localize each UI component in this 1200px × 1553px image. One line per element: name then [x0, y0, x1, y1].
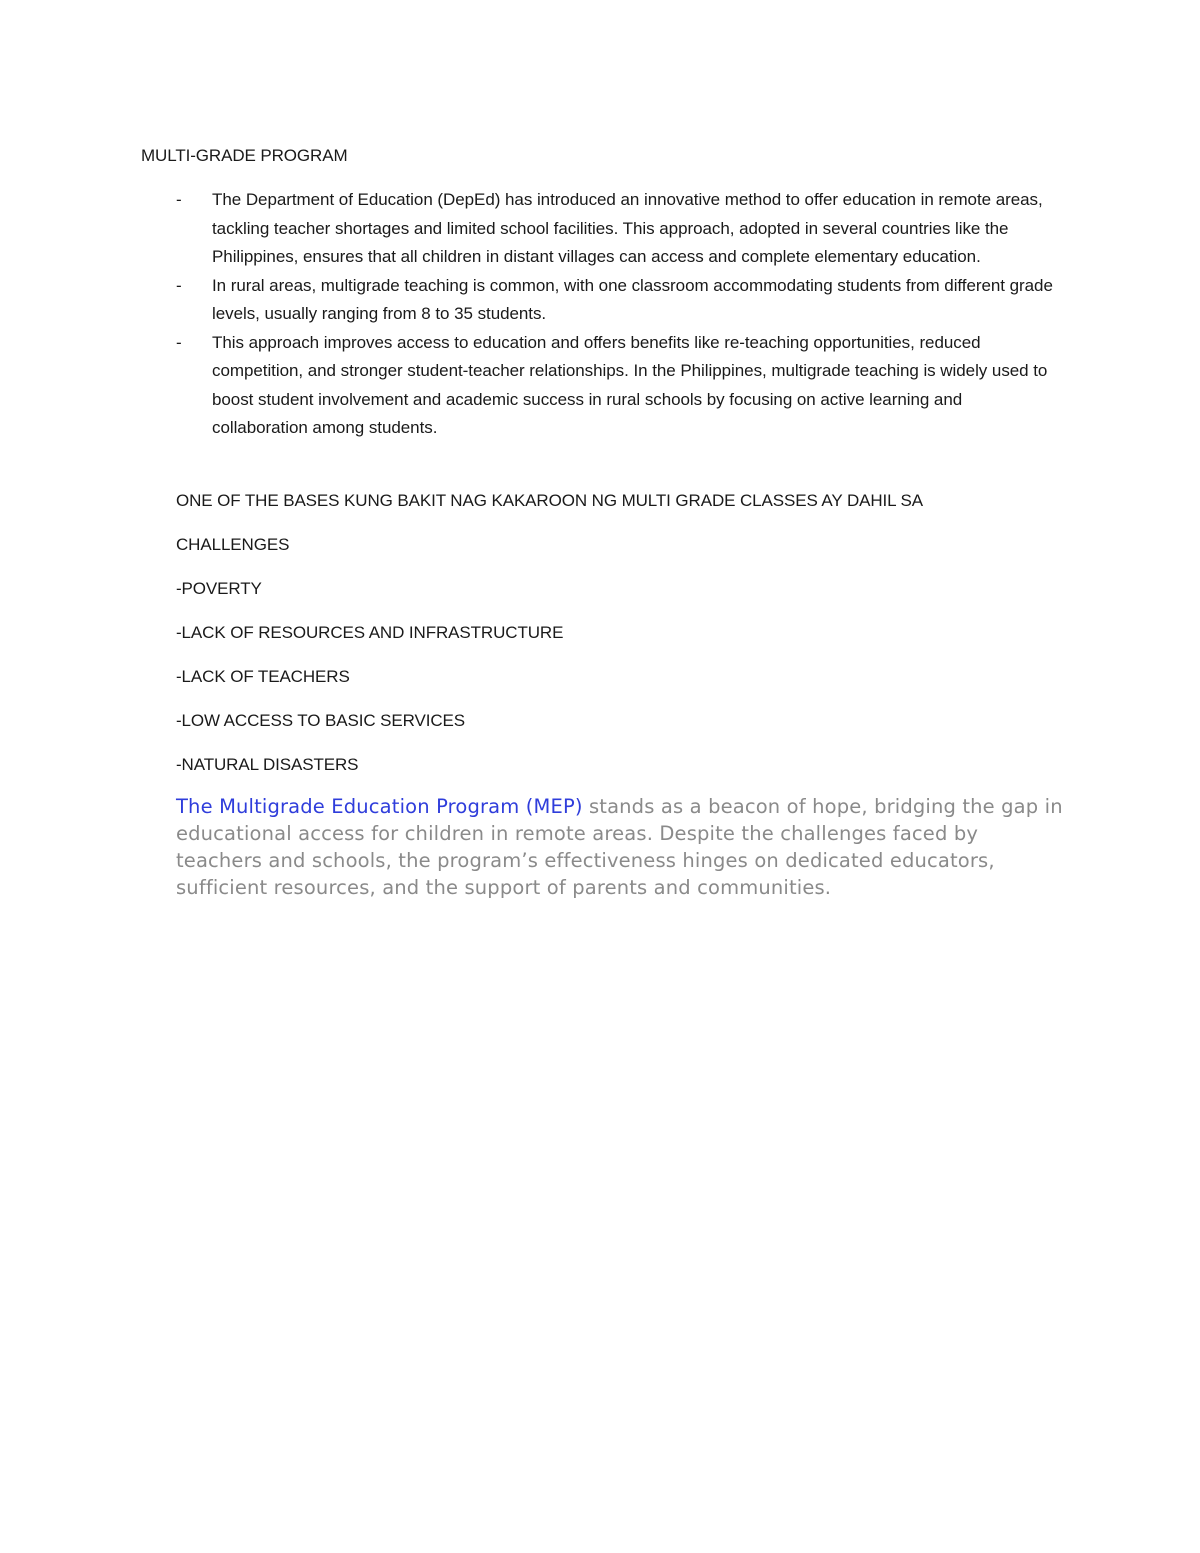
bullet-marker: -: [176, 190, 182, 209]
challenges-heading: CHALLENGES: [176, 535, 290, 554]
challenge-item: -POVERTY: [176, 579, 262, 598]
bullet-item: [176, 329, 1056, 443]
bullet-text: In rural areas, multigrade teaching is common, with one classroom accommodating students from different grade levels, usually ranging from 8 to 35 students.: [212, 275, 1053, 323]
closing-lead: The Multigrade Education Program (MEP): [176, 795, 583, 818]
document-title: MULTI-GRADE PROGRAM: [141, 146, 348, 165]
bullet-text: This approach improves access to education and offers benefits like re-teaching opportunities, reduced competition, and stronger student-teacher relationships. In the Philippines, multigrade teaching is widely used to boost student involvement and academic success in rural schools by focusing on active learning and collaboration among students.: [212, 332, 1048, 437]
bullet-item: [176, 186, 1056, 272]
bullet-marker: -: [176, 332, 182, 352]
bullet-list: [176, 186, 1056, 443]
bullet-text: The Department of Education (DepEd) has introduced an innovative method to offer education in remote areas, tackling teacher shortages and limited school facilities. This approach, adopted in several countries like the Philippines, ensures that all children in distant villages can access and complete elementary education.: [212, 190, 1043, 266]
challenge-item: -LACK OF TEACHERS: [176, 667, 350, 686]
challenge-item: -LOW ACCESS TO BASIC SERVICES: [176, 711, 466, 730]
closing-paragraph: [176, 793, 1066, 901]
closing-text: stands as a beacon of hope, bridging the gap in educational access for children in remote areas. Despite the challenges faced by teachers and schools, the program’s effectiveness hinges on dedicated educators, sufficient resources, and the support of parents and communities.: [176, 795, 1063, 899]
challenge-item: -LACK OF RESOURCES AND INFRASTRUCTURE: [176, 623, 564, 642]
bullet-item: [176, 272, 1056, 329]
challenge-item: -NATURAL DISASTERS: [176, 755, 359, 774]
bullet-marker: -: [176, 275, 182, 295]
bases-line: ONE OF THE BASES KUNG BAKIT NAG KAKAROON NG MULTI GRADE CLASSES AY DAHIL SA: [176, 491, 923, 510]
